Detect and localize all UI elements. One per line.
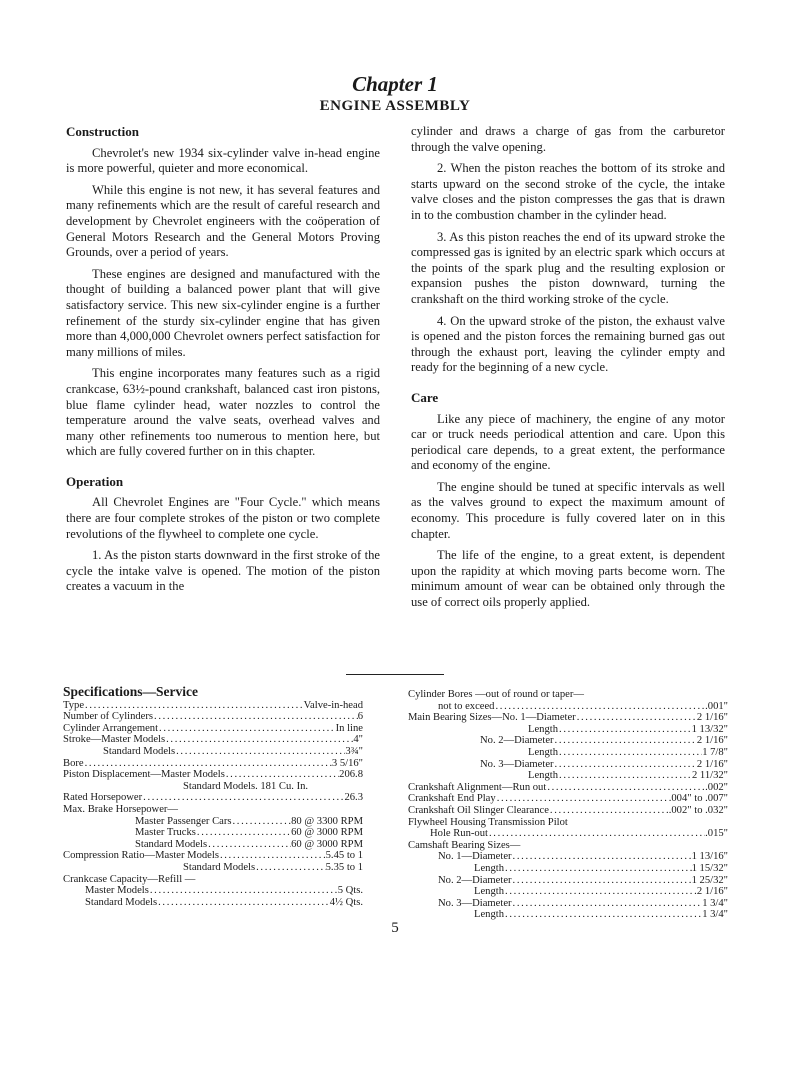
spec-row — [63, 816, 363, 828]
spec-label: Standard Models. 181 Cu. In. — [183, 780, 309, 792]
specifications-left — [63, 686, 363, 908]
spec-value: 4" — [353, 734, 363, 746]
spec-label: Master Passenger Cars — [135, 815, 232, 827]
spec-label: Bore — [63, 757, 84, 769]
specifications-title: Specifications—Service — [63, 684, 198, 699]
spec-label: Length — [528, 723, 559, 735]
paragraph: 3. As this piston reaches the end of its upward stroke the compressed gas is ignited by an electric spark which occurs at the points of the spark plug and the resulting explosion or expansion pushes the piston downward, turning the crankshaft on the third working stroke of the cycle. — [411, 229, 725, 306]
spec-label: Length — [474, 909, 505, 921]
leader-dots — [558, 747, 702, 759]
section-title: ENGINE ASSEMBLY — [319, 98, 471, 114]
spec-row — [63, 885, 363, 897]
spec-row — [408, 886, 728, 898]
spec-label: Piston Displacement—Master Models — [63, 769, 225, 781]
spec-value: .002" to .032" — [668, 804, 728, 816]
spec-value: .015" — [705, 828, 728, 840]
spec-list — [408, 689, 728, 921]
leader-dots — [142, 792, 344, 804]
spec-row — [408, 701, 728, 713]
spec-label: Crankcase Capacity—Refill — — [63, 873, 196, 885]
leader-dots — [512, 898, 703, 910]
spec-row — [63, 862, 363, 874]
leader-dots — [512, 851, 692, 863]
spec-row — [63, 781, 363, 793]
leader-dots — [494, 701, 705, 713]
spec-row — [408, 724, 728, 736]
spec-value: 1 7/8" — [702, 746, 728, 758]
spec-value: 2 11/32" — [691, 770, 728, 782]
spec-label: Camshaft Bearing Sizes— — [408, 839, 521, 851]
right-column — [411, 124, 725, 617]
spec-value: .002" — [705, 781, 728, 793]
spec-label: Main Bearing Sizes—No. 1—Diameter — [408, 712, 576, 724]
spec-label: Number of Cylinders — [63, 711, 154, 723]
spec-row — [63, 897, 363, 909]
spec-label: Rated Horsepower — [63, 792, 143, 804]
spec-label: Crankshaft Oil Slinger Clearance — [408, 804, 549, 816]
spec-row — [63, 827, 363, 839]
spec-row — [63, 711, 363, 723]
spec-label: Length — [528, 746, 559, 758]
leader-dots — [84, 700, 304, 712]
leader-dots — [219, 850, 326, 862]
spec-label: Compression Ratio—Master Models — [63, 850, 219, 862]
paragraph: All Chevrolet Engines are "Four Cycle." which means there are four complete strokes of the piston or two complete revolutions of the flywheel to complete one cycle. — [66, 495, 380, 541]
spec-label: Flywheel Housing Transmission Pilot — [408, 816, 568, 828]
leader-dots — [84, 758, 332, 770]
spec-value: 5.45 to 1 — [325, 850, 363, 862]
spec-label: Max. Brake Horsepower— — [63, 803, 179, 815]
spec-row — [63, 723, 363, 735]
leader-dots — [546, 782, 705, 794]
spec-value: 60 @ 3000 RPM — [291, 827, 363, 839]
care-heading: Care — [411, 389, 439, 405]
leader-dots — [512, 875, 692, 887]
leader-dots — [576, 712, 697, 724]
spec-row — [408, 712, 728, 724]
leader-dots — [558, 724, 692, 736]
paragraph: While this engine is not new, it has several features and many refinements which are the result of careful research and development by Chevrolet engineers with the coöperation of General Motors Research and the General Motors Proving Grounds, over a period of years. — [66, 182, 380, 260]
spec-row — [408, 759, 728, 771]
spec-row — [408, 793, 728, 805]
spec-value: 60 @ 3000 RPM — [291, 838, 363, 850]
spec-row — [408, 898, 728, 910]
spec-row — [408, 840, 728, 852]
spec-row — [63, 839, 363, 851]
leader-dots — [496, 793, 669, 805]
paragraph: Chevrolet's new 1934 six-cylinder valve in-head engine is more powerful, quieter and more economical. — [66, 145, 380, 176]
spec-label: Standard Models — [183, 861, 256, 873]
spec-row — [408, 735, 728, 747]
paragraph: This engine incorporates many features such as a rigid crankcase, 63½-pound crankshaft, balanced cast iron pistons, blue flame cylinder head, water nozzles to control the temperature around the valve seats, overhead valves and many other refinements too numerous to mention here, but which are fully covered further on in this chapter. — [66, 366, 380, 459]
spec-value: 1 13/16" — [691, 851, 728, 863]
spec-list — [63, 700, 363, 909]
spec-label: No. 2—Diameter — [438, 874, 512, 886]
paragraph: 4. On the upward stroke of the piston, the exhaust valve is opened and the piston forces the remaining burned gas out through the exhaust port, leaving the cylinder empty and ready for the beginning of a new cycle. — [411, 313, 725, 375]
spec-row — [63, 758, 363, 770]
leader-dots — [196, 827, 291, 839]
spec-row — [408, 782, 728, 794]
operation-heading: Operation — [66, 473, 124, 489]
leader-dots — [158, 723, 336, 735]
spec-value: .001" — [705, 700, 728, 712]
spec-label: Standard Models — [135, 838, 208, 850]
spec-label: No. 3—Diameter — [438, 897, 512, 909]
leader-dots — [175, 746, 345, 758]
spec-row — [63, 734, 363, 746]
spec-row — [408, 863, 728, 875]
leader-dots — [554, 759, 697, 771]
spec-row — [63, 792, 363, 804]
spec-row — [408, 817, 728, 829]
leader-dots — [255, 862, 326, 874]
spec-value: 1 15/32" — [691, 862, 728, 874]
spec-value: 6 — [357, 711, 363, 723]
spec-row — [63, 769, 363, 781]
spec-label: Length — [528, 770, 559, 782]
spec-value: 1 13/32" — [691, 723, 728, 735]
spec-row — [63, 700, 363, 712]
left-column — [66, 124, 380, 601]
spec-label: No. 2—Diameter — [480, 735, 554, 747]
spec-value: 1 3/4" — [702, 897, 728, 909]
paragraph: These engines are designed and manufactured with the thought of building a balanced power plant that will give satisfactory service. This new six-cylinder engine is a further refinement of the sturdy six-cylinder engine that has given more than 4,000,000 Chevrolet owners perfect satisfaction for many millions of miles. — [66, 266, 380, 359]
leader-dots — [157, 897, 330, 909]
spec-row — [408, 689, 728, 701]
spec-value: 3 5/16" — [331, 757, 363, 769]
construction-heading: Construction — [66, 124, 139, 139]
spec-row — [63, 850, 363, 862]
spec-value: .004" to .007" — [668, 793, 728, 805]
paragraph: 1. As the piston starts downward in the first stroke of the cycle the intake valve is opened. The motion of the piston creates a vacuum in the — [66, 548, 380, 594]
paragraph: Like any piece of machinery, the engine of any motor car or truck needs periodical attention and care. Upon this periodical care depends, to a great extent, the performance and economy of the engine. — [411, 411, 725, 473]
page-number: 5 — [391, 920, 399, 936]
leader-dots — [207, 839, 291, 851]
spec-value: 206.8 — [339, 769, 363, 781]
spec-value: In line — [335, 722, 363, 734]
spec-row — [408, 747, 728, 759]
spec-label: Crankshaft Alignment—Run out — [408, 781, 547, 793]
spec-value: 1 3/4" — [702, 909, 728, 921]
leader-dots — [149, 885, 338, 897]
leader-dots — [558, 770, 692, 782]
spec-label: Master Trucks — [135, 827, 196, 839]
spec-value: 5.35 to 1 — [325, 861, 363, 873]
spec-value: 3¾" — [345, 745, 363, 757]
paragraph: cylinder and draws a charge of gas from the carburetor through the valve opening. — [411, 124, 725, 154]
leader-dots — [504, 863, 692, 875]
spec-label: Cylinder Arrangement — [63, 722, 159, 734]
spec-value: 26.3 — [344, 792, 363, 804]
leader-dots — [232, 816, 292, 828]
paragraph: 2. When the piston reaches the bottom of its stroke and starts upward on the second stroke of the cycle, the intake valve closes and the piston compresses the gas that is drawn in to the combustion chamber in the cylinder head. — [411, 161, 725, 222]
spec-value: 4½ Qts. — [329, 896, 363, 908]
spec-value: 2 1/16" — [696, 735, 728, 747]
spec-value: 80 @ 3300 RPM — [291, 815, 363, 827]
leader-dots — [504, 886, 697, 898]
leader-dots — [554, 735, 697, 747]
spec-row — [408, 828, 728, 840]
spec-row — [408, 805, 728, 817]
paragraph: The life of the engine, to a great extent, is dependent upon the rapidity at which moving parts become worn. The minimum amount of wear can be obtained only through the use of correct oils properly applied. — [411, 548, 725, 610]
spec-label: Crankshaft End Play — [408, 793, 496, 805]
spec-row — [63, 874, 363, 886]
spec-label: No. 1—Diameter — [438, 851, 512, 863]
spec-label: Cylinder Bores —out of round or taper— — [408, 689, 584, 700]
spec-row — [63, 804, 363, 816]
leader-dots — [165, 734, 353, 746]
spec-row — [408, 875, 728, 887]
leader-dots — [488, 828, 705, 840]
leader-dots — [549, 805, 669, 817]
spec-label: Master Models — [85, 885, 149, 897]
spec-label: Standard Models — [85, 896, 158, 908]
spec-label: Length — [474, 862, 505, 874]
spec-value: 2 1/16" — [696, 712, 728, 724]
spec-value: Valve-in-head — [303, 699, 363, 711]
spec-label: Standard Models — [103, 745, 176, 757]
spec-value: 5 Qts. — [337, 885, 363, 897]
spec-row — [63, 746, 363, 758]
chapter-title: Chapter 1 — [352, 72, 438, 96]
spec-label: Hole Run-out — [430, 828, 488, 840]
spec-label: Stroke—Master Models — [63, 734, 166, 746]
spec-label: Type — [63, 699, 85, 711]
spec-row — [408, 770, 728, 782]
section-divider — [346, 674, 444, 675]
spec-value: 1 25/32" — [691, 874, 728, 886]
spec-label: No. 3—Diameter — [480, 758, 554, 770]
spec-value: 2 1/16" — [696, 886, 728, 898]
spec-label: not to exceed — [438, 700, 495, 712]
leader-dots — [153, 711, 358, 723]
leader-dots — [225, 769, 339, 781]
specifications-right — [408, 689, 728, 921]
paragraph: The engine should be tuned at specific intervals as well as the valves ground to expect the maximum amount of economy. This procedure is fully covered later on in this chapter. — [411, 479, 725, 541]
spec-value: 2 1/16" — [696, 758, 728, 770]
spec-row — [408, 851, 728, 863]
spec-label: Length — [474, 886, 505, 898]
